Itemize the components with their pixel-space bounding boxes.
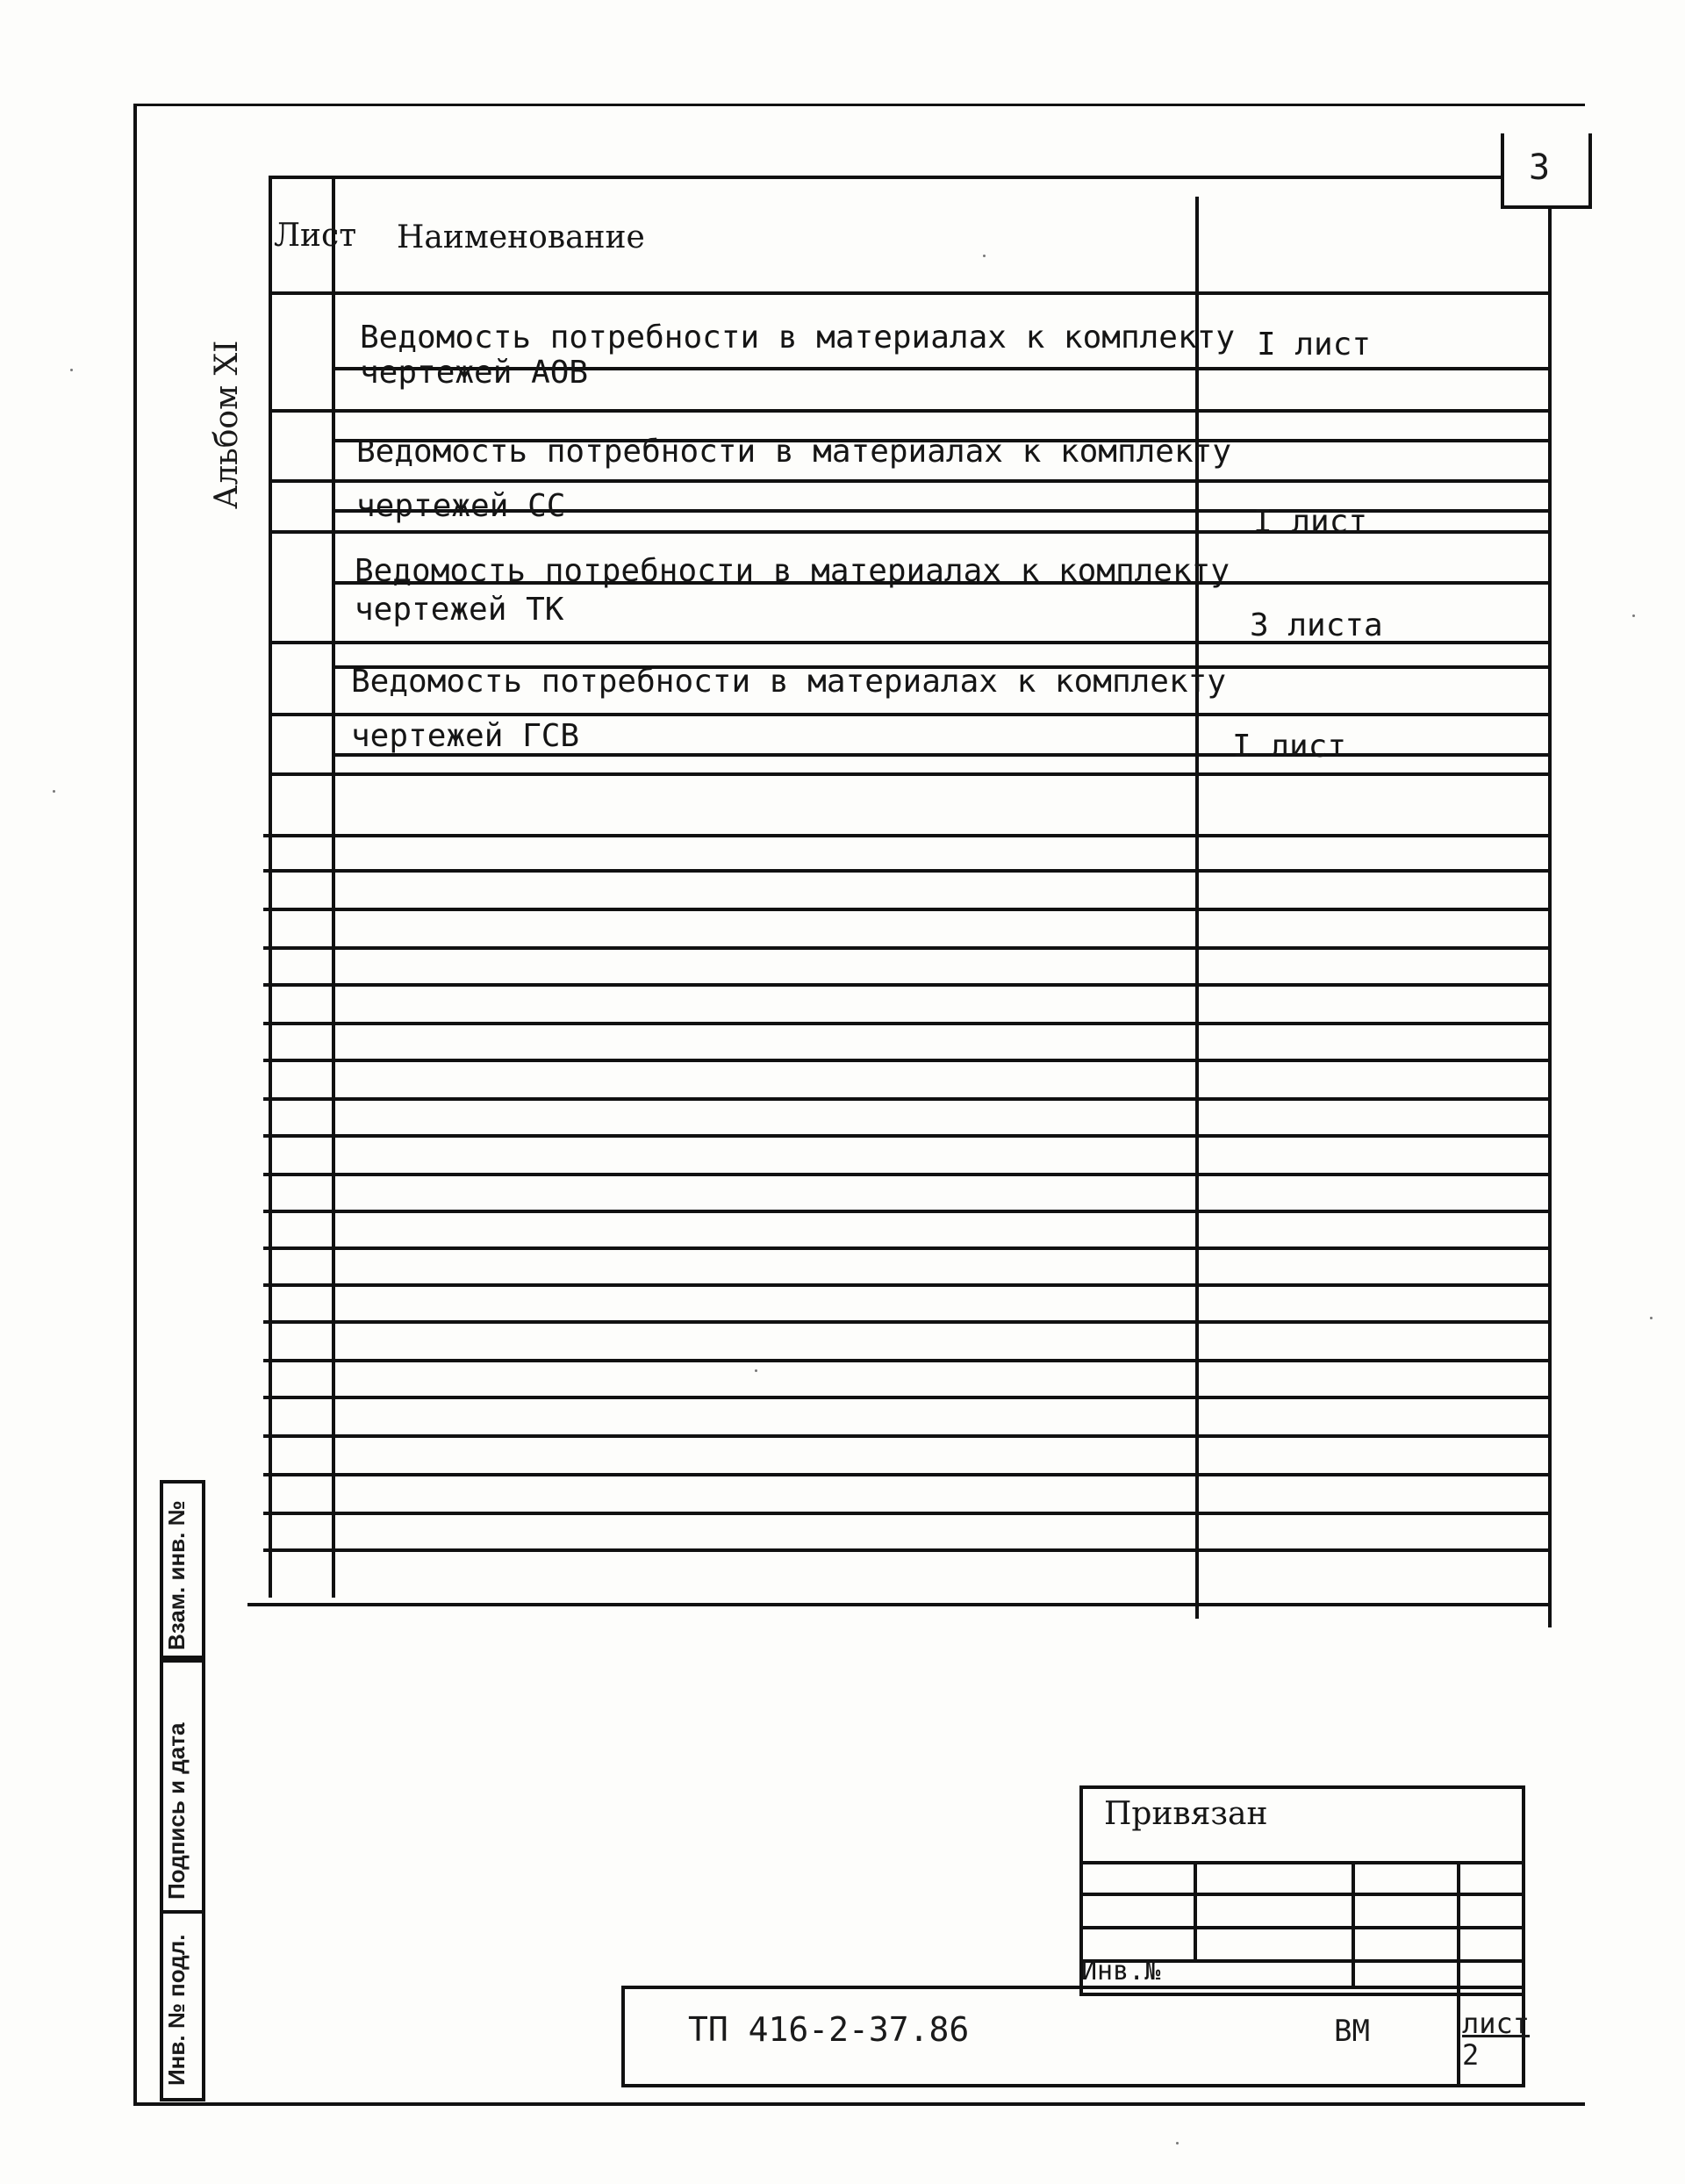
sheet-column-divider bbox=[332, 176, 335, 1598]
row-3-note: 3 листа bbox=[1250, 607, 1383, 643]
scan-speck bbox=[70, 369, 73, 371]
scan-speck bbox=[755, 1369, 757, 1372]
document-code: ТП 416-2-37.86 bbox=[688, 2010, 970, 2049]
row-line bbox=[263, 1434, 1550, 1438]
title-block-vline bbox=[1194, 1861, 1197, 1961]
side-stamp-inv-no-podl: Инв. № подл. bbox=[163, 1934, 190, 2086]
row-2-name-line1: Ведомость потребности в материалах к комплекту bbox=[356, 434, 1231, 470]
row-line bbox=[263, 1396, 1550, 1399]
album-label: Альбом XI bbox=[209, 340, 245, 509]
side-stamp-podpis-data: Подпись и дата bbox=[163, 1722, 190, 1900]
table-left-border bbox=[269, 176, 272, 1598]
title-block-vline bbox=[1457, 1861, 1460, 1989]
row-line bbox=[263, 1022, 1550, 1025]
row-line bbox=[263, 1134, 1550, 1138]
title-block-line bbox=[1079, 1893, 1522, 1896]
sheet-label: лист bbox=[1462, 2007, 1531, 2040]
table-bottom-border bbox=[247, 1603, 1550, 1606]
title-block-line bbox=[1079, 1926, 1522, 1929]
row-line bbox=[263, 1210, 1550, 1213]
row-line bbox=[263, 1283, 1550, 1287]
title-block-line bbox=[1079, 1861, 1522, 1864]
row-3-name-line2: чертежей ТК bbox=[355, 592, 564, 628]
row-line bbox=[270, 772, 1550, 776]
document-section: ВМ bbox=[1334, 2014, 1370, 2049]
scan-speck bbox=[1650, 1317, 1653, 1319]
row-4-note: I лист bbox=[1232, 729, 1347, 765]
page-number: 3 bbox=[1529, 147, 1551, 188]
row-line bbox=[270, 409, 1550, 413]
side-stamp-vzam-inv: Взам. инв. № bbox=[163, 1500, 190, 1650]
row-line bbox=[263, 908, 1550, 911]
table-top-border bbox=[270, 176, 1504, 179]
row-line bbox=[263, 1173, 1550, 1176]
title-privyazan: Привязан bbox=[1104, 1796, 1268, 1832]
row-line bbox=[263, 1359, 1550, 1362]
row-4-name-line1: Ведомость потребности в материалах к комплекту bbox=[351, 664, 1226, 700]
row-line bbox=[263, 946, 1550, 950]
scan-speck bbox=[1176, 2142, 1179, 2144]
row-line bbox=[263, 1097, 1550, 1101]
row-line bbox=[263, 1473, 1550, 1476]
header-name: Наименование bbox=[397, 219, 645, 255]
row-1-note: I лист bbox=[1257, 327, 1372, 363]
title-block-vline bbox=[1457, 1986, 1460, 2084]
scan-speck bbox=[1632, 614, 1635, 617]
scan-speck bbox=[983, 255, 986, 257]
row-2-name-line2: чертежей СС bbox=[356, 488, 566, 524]
row-line bbox=[263, 834, 1550, 837]
row-line bbox=[270, 713, 1550, 716]
row-4-name-line2: чертежей ГСВ bbox=[351, 718, 580, 754]
row-line bbox=[270, 479, 1550, 483]
row-line bbox=[263, 869, 1550, 873]
row-3-name-line1: Ведомость потребности в материалах к комплекту bbox=[355, 553, 1230, 589]
title-inv-no: Инв.№ bbox=[1081, 1956, 1161, 1986]
scan-speck bbox=[53, 790, 55, 793]
row-line bbox=[263, 1320, 1550, 1324]
row-line bbox=[263, 1059, 1550, 1062]
row-line bbox=[263, 1512, 1550, 1515]
row-2-note: I лист bbox=[1253, 504, 1368, 540]
table-right-border bbox=[1548, 205, 1552, 1627]
row-line bbox=[263, 983, 1550, 987]
row-line bbox=[263, 1548, 1550, 1552]
row-1-name-line1: Ведомость потребности в материалах к комплекту bbox=[360, 320, 1235, 356]
row-line bbox=[263, 1246, 1550, 1250]
sheet-number: 2 bbox=[1462, 2038, 1480, 2072]
title-block-vline bbox=[1352, 1861, 1355, 1989]
row-1-name-line2: чертежей АОВ bbox=[360, 355, 589, 391]
header-sheet: Лист bbox=[274, 218, 357, 254]
row-line bbox=[270, 291, 1550, 295]
